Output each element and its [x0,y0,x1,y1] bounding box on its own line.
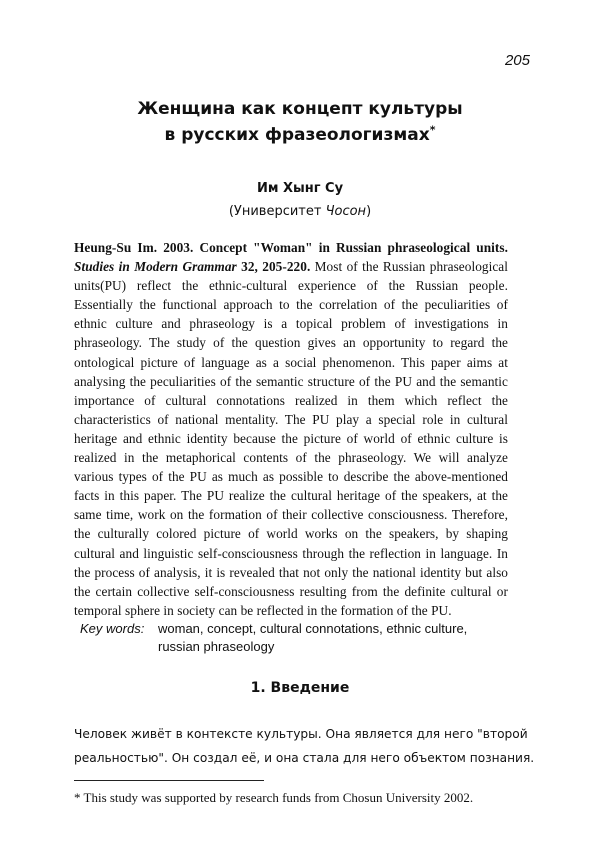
abstract-citation-volume: 32, 205-220. [236,259,311,275]
author-name: Им Хынг Су [256,181,344,196]
abstract-journal: Studies in Modern Grammar [74,259,237,275]
title-line-1: Женщина как концепт культуры [137,99,463,119]
footnote: * This study was supported by research funds from Chosun University 2002. [74,790,474,805]
title-line-2 [0,122,600,148]
title-line-2-text: в русских фразеологизмах [164,125,430,145]
abstract-citation: Heung-Su Im. 2003. Concept "Woman" in Russian phraseological units. [74,240,508,255]
affiliation-close: ) [366,204,372,219]
keywords-line-1: woman, concept, cultural connotations, ethnic culture, [158,621,468,636]
affiliation-open: (Университет [228,204,326,219]
affiliation [0,204,600,219]
page-number: 205 [504,52,530,69]
affiliation-name: Чосон [325,204,367,219]
paper-title [0,96,600,148]
intro-line-2: реальностью". Он создал её, и она стала для него объектом познания. [74,751,535,765]
abstract-body: Most of the Russian phraseological units(PU) reflect the ethnic-cultural experience of the Russian people. Essentially the functional approach to the correlation of the peculiarities of ethnic culture and phraseology is a topical problem of investigations in phraseology. The study of the question gives an opportunity to regard the ontological picture of language as a social phenomenon. This paper aims at analysing the peculiarities of the semantic structure of the PU and the semantic importance of cultural connotations realized in them which reflect the characteristics of national mentality. The PU play a special role in cultural heritage and ethnic identity because the picture of world of ethnic culture is realized in the metaphorical contents of the phraseology. We will analyze various types of the PU as much as possible to describe the above-mentioned facts in this paper. The PU realize the cultural heritage of the speakers, at the same time, work on the formation of their collective consciousness. Therefore, the culturally colored picture of world works on the speakers, by shaping cultural and linguistic self-consciousness through the reflection in language. In the process of analysis, it is revealed that not only the national identity but also the certain collective self-consciousness resulting from the definite cultural or temporal sphere in society can be reflected in the formation of the PU. [74,259,508,618]
abstract [74,238,508,620]
section-heading: 1. Введение [250,680,350,696]
intro-paragraph [74,722,534,770]
keywords [80,620,510,656]
title-footnote-mark: * [429,123,436,137]
intro-line-1: Человек живёт в контексте культуры. Она является для него "второй [74,727,528,741]
footnote-divider [74,780,264,781]
keywords-line-2: russian phraseology [158,639,275,654]
keywords-label: Key words: [80,621,145,636]
